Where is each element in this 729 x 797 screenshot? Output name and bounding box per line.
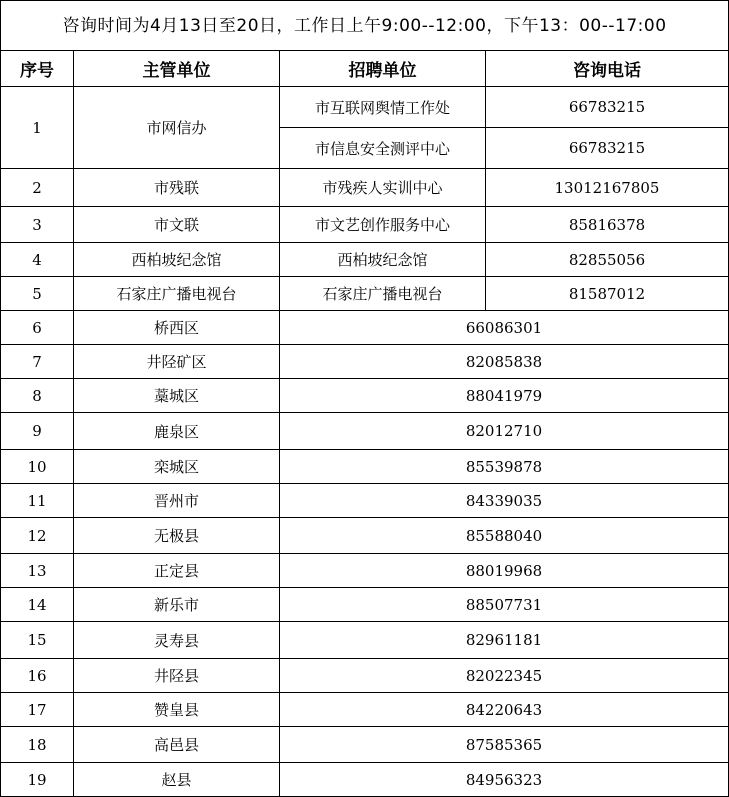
cell-dept: 井陉县 [74, 659, 280, 693]
cell-phone: 81587012 [486, 277, 729, 311]
cell-dept: 石家庄广播电视台 [74, 277, 280, 311]
cell-dept: 栾城区 [74, 450, 280, 484]
cell-dept: 藁城区 [74, 379, 280, 413]
cell-phone: 84339035 [280, 484, 729, 518]
cell-phone: 88507731 [280, 588, 729, 622]
table-header-row [1, 51, 729, 87]
cell-phone: 82085838 [280, 345, 729, 379]
table-row [1, 277, 729, 311]
cell-seq: 13 [1, 554, 74, 588]
cell-seq: 9 [1, 413, 74, 450]
notice-title: 咨询时间为4月13日至20日，工作日上午9:00--12:00，下午13：00--17:00 [0, 0, 729, 50]
table-row [1, 622, 729, 659]
cell-seq: 17 [1, 693, 74, 727]
cell-seq: 2 [1, 169, 74, 207]
table-row [1, 484, 729, 518]
cell-seq: 5 [1, 277, 74, 311]
cell-seq: 4 [1, 243, 74, 277]
cell-seq: 7 [1, 345, 74, 379]
cell-seq: 10 [1, 450, 74, 484]
cell-phone: 87585365 [280, 727, 729, 763]
table-row [1, 243, 729, 277]
cell-dept: 高邑县 [74, 727, 280, 763]
contact-table [0, 50, 729, 797]
cell-dept: 赞皇县 [74, 693, 280, 727]
cell-employer: 市文艺创作服务中心 [280, 207, 486, 243]
cell-employer: 市互联网舆情工作处 [280, 87, 486, 128]
cell-dept: 市文联 [74, 207, 280, 243]
cell-employer: 市信息安全测评中心 [280, 128, 486, 169]
cell-employer: 市残疾人实训中心 [280, 169, 486, 207]
cell-employer: 西柏坡纪念馆 [280, 243, 486, 277]
cell-phone: 82855056 [486, 243, 729, 277]
table-row [1, 693, 729, 727]
cell-seq: 12 [1, 518, 74, 554]
table-row [1, 763, 729, 797]
cell-seq: 16 [1, 659, 74, 693]
cell-dept: 新乐市 [74, 588, 280, 622]
table-row [1, 588, 729, 622]
cell-phone: 88041979 [280, 379, 729, 413]
cell-dept: 市网信办 [74, 87, 280, 169]
cell-phone: 82012710 [280, 413, 729, 450]
header-dept: 主管单位 [74, 51, 280, 87]
cell-phone: 85539878 [280, 450, 729, 484]
table-row [1, 518, 729, 554]
header-employer: 招聘单位 [280, 51, 486, 87]
table-row [1, 413, 729, 450]
cell-dept: 正定县 [74, 554, 280, 588]
cell-phone: 88019968 [280, 554, 729, 588]
cell-dept: 无极县 [74, 518, 280, 554]
cell-phone: 84956323 [280, 763, 729, 797]
cell-dept: 灵寿县 [74, 622, 280, 659]
cell-phone: 66783215 [486, 128, 729, 169]
cell-employer: 石家庄广播电视台 [280, 277, 486, 311]
cell-dept: 桥西区 [74, 311, 280, 345]
cell-dept: 西柏坡纪念馆 [74, 243, 280, 277]
cell-seq: 1 [1, 87, 74, 169]
cell-phone: 66086301 [280, 311, 729, 345]
table-row [1, 727, 729, 763]
header-phone: 咨询电话 [486, 51, 729, 87]
cell-seq: 11 [1, 484, 74, 518]
cell-phone: 82022345 [280, 659, 729, 693]
table-row [1, 207, 729, 243]
table-row [1, 659, 729, 693]
cell-phone: 85816378 [486, 207, 729, 243]
cell-seq: 6 [1, 311, 74, 345]
cell-phone: 13012167805 [486, 169, 729, 207]
cell-seq: 18 [1, 727, 74, 763]
table-row [1, 554, 729, 588]
cell-dept: 井陉矿区 [74, 345, 280, 379]
cell-phone: 82961181 [280, 622, 729, 659]
table-row [1, 87, 729, 128]
table-row [1, 311, 729, 345]
cell-seq: 15 [1, 622, 74, 659]
table-row [1, 345, 729, 379]
cell-dept: 市残联 [74, 169, 280, 207]
cell-phone: 84220643 [280, 693, 729, 727]
cell-phone: 66783215 [486, 87, 729, 128]
cell-seq: 19 [1, 763, 74, 797]
cell-dept: 赵县 [74, 763, 280, 797]
table-row [1, 450, 729, 484]
cell-seq: 3 [1, 207, 74, 243]
cell-seq: 14 [1, 588, 74, 622]
cell-seq: 8 [1, 379, 74, 413]
table-row [1, 379, 729, 413]
cell-dept: 晋州市 [74, 484, 280, 518]
cell-phone: 85588040 [280, 518, 729, 554]
table-row [1, 169, 729, 207]
header-seq: 序号 [1, 51, 74, 87]
cell-dept: 鹿泉区 [74, 413, 280, 450]
